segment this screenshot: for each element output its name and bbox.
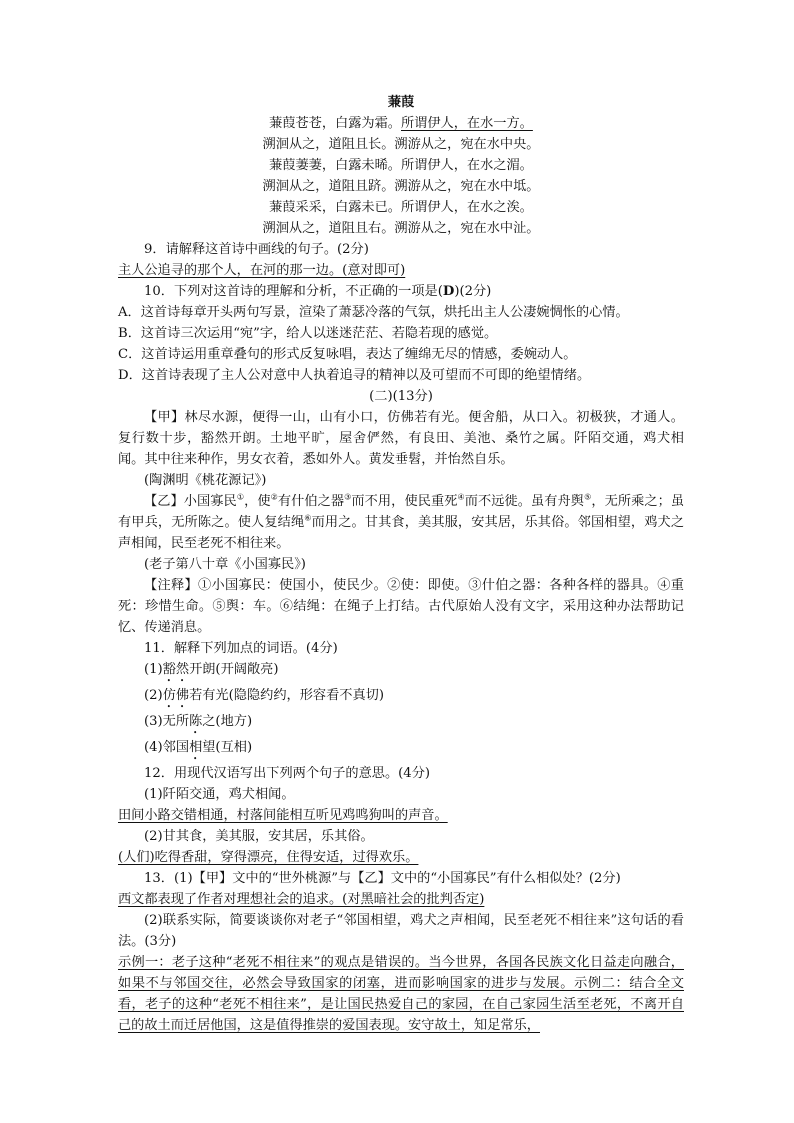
option-a: A．这首诗每章开头两句写景，渲染了萧瑟冷落的气氛，烘托出主人公凄婉惆怅的心情。 (118, 305, 629, 320)
poem-line-2: 溯洄从之，道阻且长。溯游从之，宛在水中央。 (262, 137, 540, 152)
option-c: C．这首诗运用重章叠句的形式反复咏唱，表达了缠绵无尽的情感，委婉动人。 (118, 347, 577, 362)
option-d: D．这首诗表现了主人公对意中人执着追寻的精神以及可望而不可即的绝望情绪。 (118, 368, 591, 383)
q12-sentence-1: (1)阡陌交通，鸡犬相闻。 (144, 787, 295, 802)
question-13-2: (2)联系实际，简要谈谈你对老子“邻国相望，鸡犬之声相闻，民至老死不相往来”这句话的看法。(3分) (118, 913, 684, 949)
q12-answer-1: 田间小路交错相通，村落间能相互听见鸡鸣狗叫的声音。 (118, 808, 448, 823)
question-13-1: 13．(1)【甲】文中的“世外桃源”与【乙】文中的“小国寡民”有什么相似处？(2分) (144, 871, 621, 886)
question-11: 11．解释下列加点的词语。(4分) (144, 641, 338, 656)
poem-line-6: 溯洄从之，道阻且右。溯游从之，宛在水中沚。 (262, 221, 540, 236)
poem-line-5: 蒹葭采采，白露未已。所谓伊人，在水之涘。 (269, 200, 533, 215)
answer-13-2: 示例一：老子这种“老死不相往来”的观点是错误的。当今世界，各国各民族文化日益走向融合，如果不与邻国交往，必然会导致国家的闭塞，进而影响国家的进步与发展。示例二：结合全文看，老子的这种“老死不相往来”，是让国民热爱自己的家园，在自己家园生活至老死，不离开自己的故土而迁居他国，这是值得推崇的爱国表现。安守故土，知足常乐， (118, 955, 684, 1033)
q11-item-4: (4)邻国相望(互相) (144, 740, 253, 755)
passage-jia: 【甲】林尽水源，便得一山，山有小口，仿佛若有光。便舍船，从口入。初极狭，才通人。复行数十步，豁然开朗。土地平旷，屋舍俨然，有良田、美池、桑竹之属。阡陌交通，鸡犬相闻。其中往来种作，男女衣着，悉如外人。黄发垂髫，并怡然自乐。 (118, 410, 684, 467)
q11-item-1: (1)豁然开朗(开阔敞亮) (144, 662, 279, 677)
poem-line-3: 蒹葭萋萋，白露未晞。所谓伊人，在水之湄。 (269, 158, 533, 173)
question-9: 9．请解释这首诗中画线的句子。(2分) (144, 242, 369, 257)
annotations: 【注释】①小国寡民：使国小，使民少。②使：即使。③什伯之器：各种各样的器具。④重死：珍惜生命。⑤舆：车。⑥结绳：在绳子上打结。古代原始人没有文字，采用这种办法帮助记忆、传递消息。 (118, 578, 684, 635)
section-heading: (二)(13分) (369, 389, 433, 404)
answer-13-1: 西文都表现了作者对理想社会的追求。(对黑暗社会的批判否定) (118, 892, 485, 907)
q12-sentence-2: (2)甘其食，美其服，安其居，乐其俗。 (144, 829, 374, 844)
passage-yi: 【乙】小国寡民①，使②有什伯之器③而不用，使民重死④而不远徙。虽有舟舆⑤，无所乘之；虽有甲兵，无所陈之。使人复结绳⑥而用之。甘其食，美其服，安其居，乐其俗。邻国相望，鸡犬之声相闻，民至老死不相往来。 (118, 492, 685, 551)
passage-jia-source: (陶渊明《桃花源记》) (144, 473, 267, 488)
document-page (118, 92, 684, 1036)
poem (118, 92, 684, 239)
poem-line-4: 溯洄从之，道阻且跻。溯游从之，宛在水中坻。 (262, 179, 540, 194)
poem-line-1: 蒹葭苍苍，白露为霜。所谓伊人，在水一方。 (269, 116, 533, 131)
q11-item-2: (2)仿佛若有光(隐隐约约，形容看不真切) (144, 688, 384, 703)
q11-item-3: (3)无所陈之(地方) (144, 714, 253, 729)
answer-9: 主人公追寻的那个人，在河的那一边。(意对即可) (118, 263, 406, 278)
question-10: 10．下列对这首诗的理解和分析，不正确的一项是(D)(2分) (144, 284, 492, 299)
q12-answer-2: (人们)吃得香甜，穿得漂亮，住得安适，过得欢乐。 (118, 850, 419, 865)
answer-10: D (442, 284, 455, 299)
underlined-sentence: 所谓伊人，在水一方。 (401, 116, 533, 131)
question-12: 12．用现代汉语写出下列两个句子的意思。(4分) (144, 766, 431, 781)
passage-yi-source: (老子第八十章《小国寡民》) (144, 557, 306, 572)
poem-title: 蒹葭 (387, 95, 415, 110)
option-b: B．这首诗三次运用“宛”字，给人以迷迷茫茫、若隐若现的感觉。 (118, 326, 498, 341)
